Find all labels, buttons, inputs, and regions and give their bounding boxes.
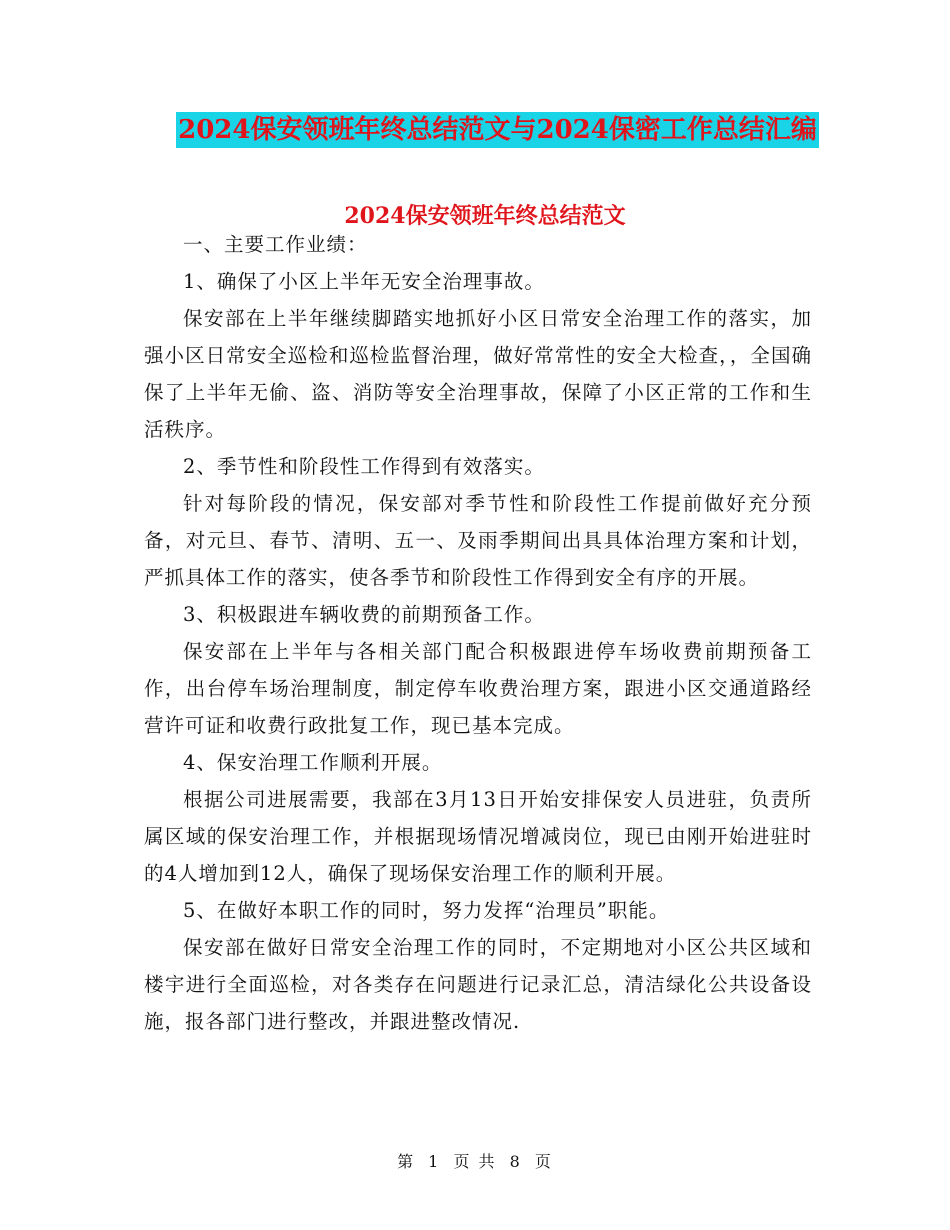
paragraph: 保安部在做好日常安全治理工作的同时，不定期地对小区公共区域和楼宇进行全面巡检，对各类存在问题进行记录汇总，清洁绿化公共设备设施，报各部门进行整改，并跟进整改情况. xyxy=(144,936,812,1033)
footer-suffix: 页 xyxy=(534,1152,553,1171)
section-title: 2024保安领班年终总结范文 xyxy=(344,203,626,229)
footer-total-pages: 8 xyxy=(509,1152,522,1171)
main-title: 2024保安领班年终总结范文与2024保密工作总结汇编 xyxy=(176,112,819,148)
paragraph: 保安部在上半年继续脚踏实地抓好小区日常安全治理工作的落实，加强小区日常安全巡检和巡检监督治理，做好常常性的安全大检查，，全国确保了上半年无偷、盗、消防等安全治理事故，保障了小区正常的工作和生活秩序。 xyxy=(144,307,812,441)
footer-middle: 页 共 xyxy=(453,1152,497,1171)
paragraph: 4、保安治理工作顺利开展。 xyxy=(183,751,443,774)
footer-prefix: 第 xyxy=(397,1152,416,1171)
body-text xyxy=(144,226,812,1040)
paragraph: 根据公司进展需要，我部在3月13日开始安排保安人员进驻，负责所属区域的保安治理工作，并根据现场情况增减岗位，现已由刚开始进驻时的4人增加到12人，确保了现场保安治理工作的顺利开展。 xyxy=(144,788,812,885)
paragraph: 2、季节性和阶段性工作得到有效落实。 xyxy=(183,455,545,478)
paragraph: 针对每阶段的情况，保安部对季节性和阶段性工作提前做好充分预备，对元旦、春节、清明、五一、及雨季期间出具具体治理方案和计划，严抓具体工作的落实，使各季节和阶段性工作得到安全有序的开展。 xyxy=(144,492,812,589)
paragraph: 5、在做好本职工作的同时，努力发挥“治理员”职能。 xyxy=(183,899,670,922)
paragraph: 一、主要工作业绩： xyxy=(183,233,368,256)
page-footer xyxy=(0,1150,950,1174)
paragraph: 3、积极跟进车辆收费的前期预备工作。 xyxy=(183,603,545,626)
paragraph: 1、确保了小区上半年无安全治理事故。 xyxy=(183,270,545,293)
footer-current-page: 1 xyxy=(428,1152,441,1171)
main-title-wrap xyxy=(0,112,950,148)
paragraph: 保安部在上半年与各相关部门配合积极跟进停车场收费前期预备工作，出台停车场治理制度，制定停车收费治理方案，跟进小区交通道路经营许可证和收费行政批复工作，现已基本完成。 xyxy=(144,640,812,737)
